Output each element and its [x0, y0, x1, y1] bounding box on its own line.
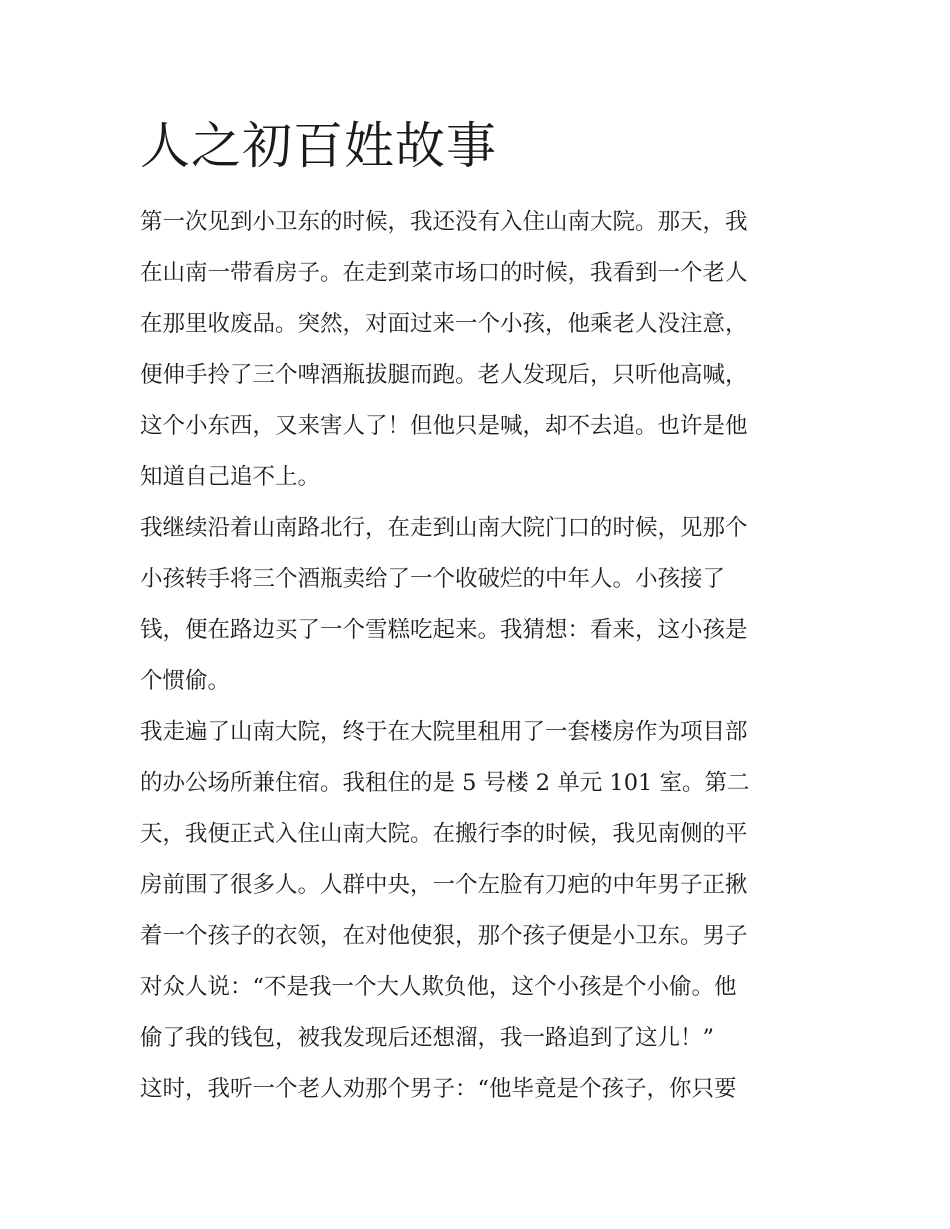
document-title: 人之初百姓故事 — [140, 117, 497, 175]
text-line: 偷了我的钱包，被我发现后还想溜，我一路追到了这儿！” — [140, 1025, 715, 1051]
text-line: 在山南一带看房子。在走到菜市场口的时候，我看到一个老人 — [140, 260, 748, 286]
text-line: 第一次见到小卫东的时候，我还没有入住山南大院。那天，我 — [140, 209, 748, 235]
document-body — [140, 197, 820, 1115]
text-line: 房前围了很多人。人群中央，一个左脸有刀疤的中年男子正揪 — [140, 872, 748, 898]
text-line: 个惯偷。 — [140, 668, 231, 694]
text-line: 这时，我听一个老人劝那个男子：“他毕竟是个孩子，你只要 — [140, 1076, 737, 1102]
text-line: 天，我便正式入住山南大院。在搬行李的时候，我见南侧的平 — [140, 821, 748, 847]
text-line: 这个小东西，又来害人了！但他只是喊，却不去追。也许是他 — [140, 413, 748, 439]
text-line: 便伸手拎了三个啤酒瓶拔腿而跑。老人发现后，只听他高喊， — [140, 362, 748, 388]
text-line: 钱，便在路边买了一个雪糕吃起来。我猜想：看来，这小孩是 — [140, 617, 748, 643]
text-line: 知道自己追不上。 — [140, 464, 321, 490]
text-line: 对众人说：“不是我一个大人欺负他，这个小孩是个小偷。他 — [140, 974, 737, 1000]
text-line: 我走遍了山南大院，终于在大院里租用了一套楼房作为项目部 — [140, 719, 748, 745]
text-line: 小孩转手将三个酒瓶卖给了一个收破烂的中年人。小孩接了 — [140, 566, 726, 592]
text-line: 在那里收废品。突然，对面过来一个小孩，他乘老人没注意， — [140, 311, 748, 337]
text-line: 的办公场所兼住宿。我租住的是 5 号楼 2 单元 101 室。第二 — [140, 770, 750, 796]
text-line: 我继续沿着山南路北行，在走到山南大院门口的时候，见那个 — [140, 515, 748, 541]
text-line: 着一个孩子的衣领，在对他使狠，那个孩子便是小卫东。男子 — [140, 923, 748, 949]
